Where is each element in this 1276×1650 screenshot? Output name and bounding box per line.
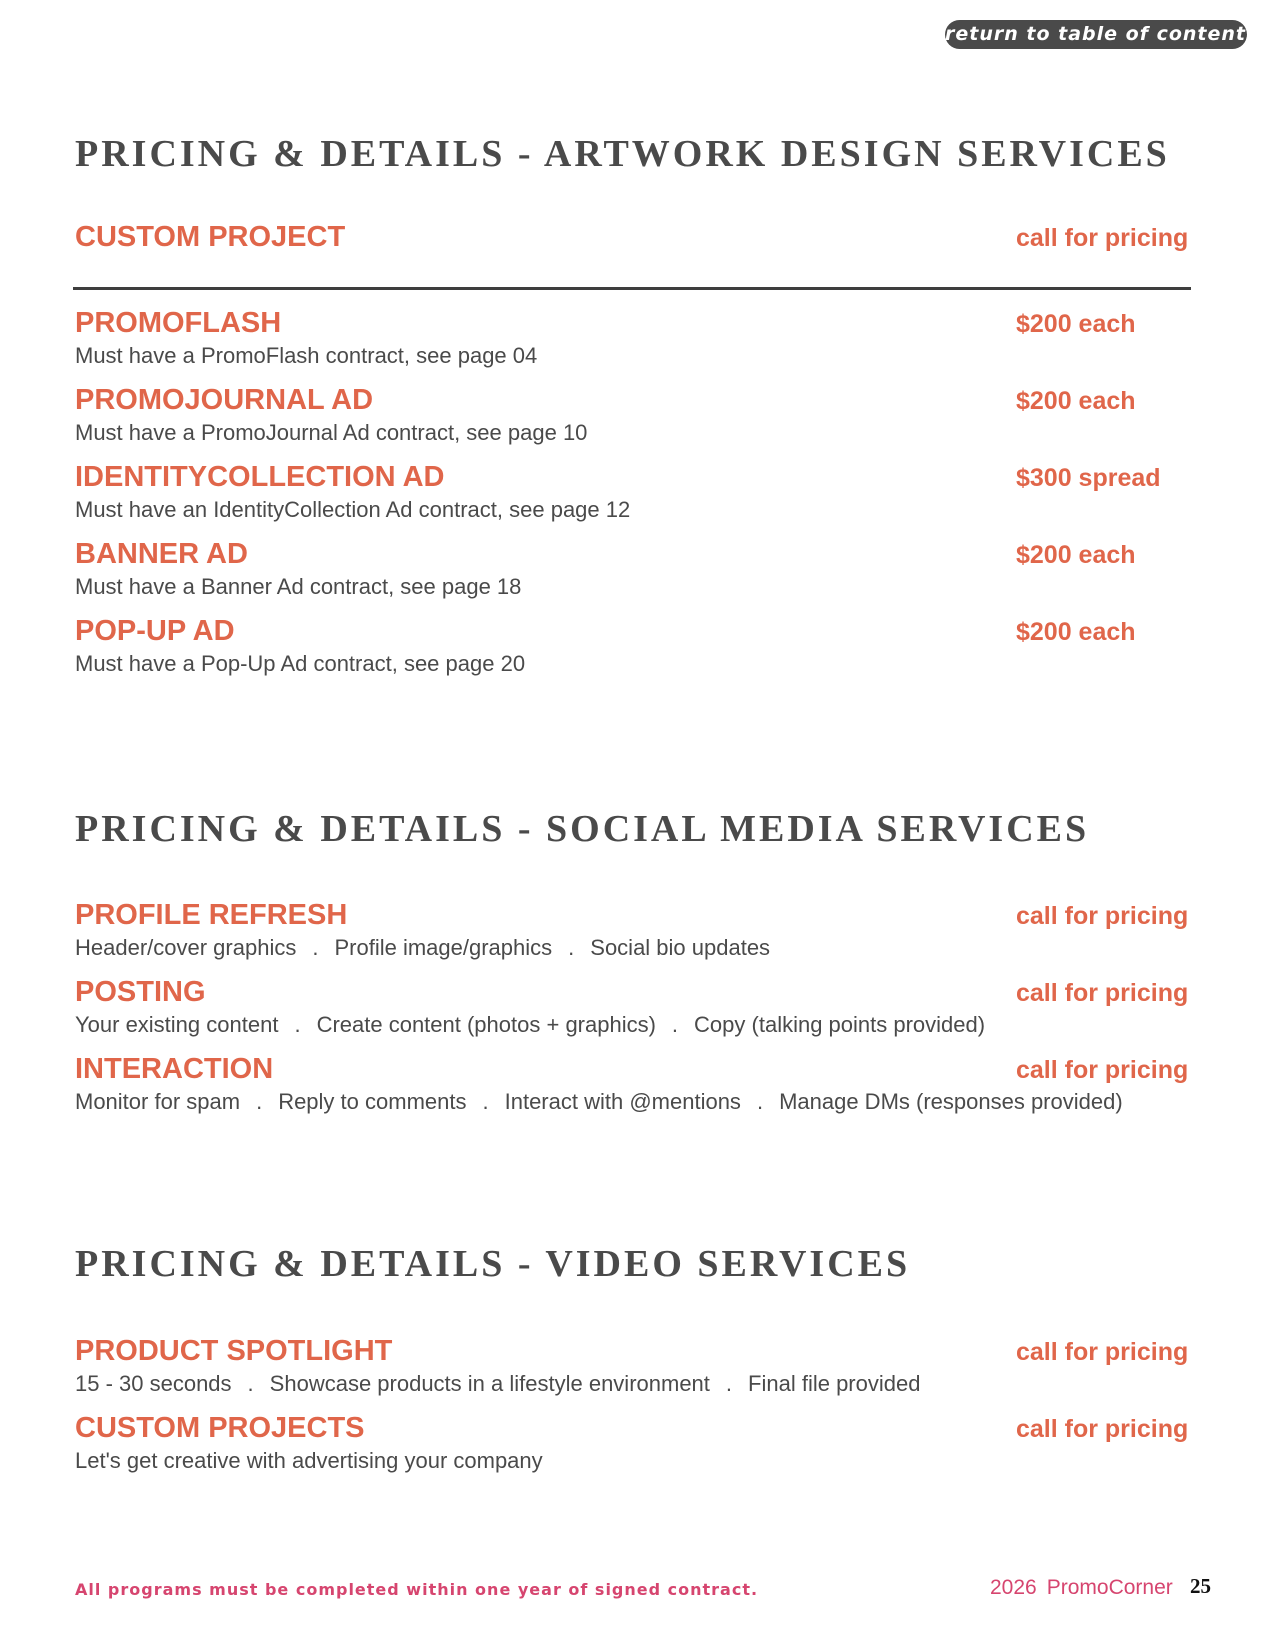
feature-item: Copy (talking points provided) <box>694 1012 986 1037</box>
feature-separator: . <box>568 935 575 960</box>
service-features <box>75 1012 985 1038</box>
feature-item: Manage DMs (responses provided) <box>779 1089 1123 1114</box>
service-features <box>75 935 770 961</box>
feature-separator: . <box>482 1089 489 1114</box>
service-price: call for pricing <box>1016 1415 1189 1443</box>
service-description: Let's get creative with advertising your company <box>75 1448 543 1473</box>
service-name: POSTING <box>75 976 206 1008</box>
service-description: Must have a PromoFlash contract, see page 04 <box>75 343 538 368</box>
section-title-artwork-design: PRICING & DETAILS - ARTWORK DESIGN SERVICES <box>75 133 1170 175</box>
footer-note: All programs must be completed within one year of signed contract. <box>75 1580 759 1599</box>
service-name: IDENTITYCOLLECTION AD <box>75 461 445 493</box>
service-features <box>75 1371 920 1397</box>
service-price: $200 each <box>1016 618 1136 646</box>
service-name: PRODUCT SPOTLIGHT <box>75 1335 393 1367</box>
feature-item: Your existing content <box>75 1012 279 1037</box>
service-price: $200 each <box>1016 541 1136 569</box>
service-name: CUSTOM PROJECT <box>75 221 346 253</box>
page-number: 25 <box>1190 1574 1211 1598</box>
feature-item: Header/cover graphics <box>75 935 297 960</box>
feature-item: 15 - 30 seconds <box>75 1371 232 1396</box>
service-price: $200 each <box>1016 387 1136 415</box>
service-description: Must have an IdentityCollection Ad contract, see page 12 <box>75 497 631 522</box>
service-price: call for pricing <box>1016 902 1189 930</box>
service-price: call for pricing <box>1016 979 1189 1007</box>
footer-brand <box>990 1576 1173 1600</box>
section-title-video: PRICING & DETAILS - VIDEO SERVICES <box>75 1243 911 1285</box>
feature-separator: . <box>725 1371 733 1396</box>
feature-item: Profile image/graphics <box>334 935 553 960</box>
feature-separator: . <box>671 1012 679 1037</box>
section-divider <box>73 287 1191 290</box>
service-name: PROMOFLASH <box>75 307 282 339</box>
feature-separator: . <box>256 1089 263 1114</box>
service-price: $300 spread <box>1016 464 1161 492</box>
feature-item: Social bio updates <box>590 935 771 960</box>
footer-year: 2026 <box>990 1576 1037 1599</box>
feature-item: Final file provided <box>748 1371 921 1396</box>
service-price: call for pricing <box>1016 224 1189 252</box>
service-description: Must have a Pop-Up Ad contract, see page 20 <box>75 651 526 676</box>
return-to-toc-link[interactable]: return to table of contents <box>945 20 1247 49</box>
feature-item: Interact with @mentions <box>504 1089 741 1114</box>
feature-separator: . <box>756 1089 764 1114</box>
section-title-social-media: PRICING & DETAILS - SOCIAL MEDIA SERVICES <box>75 808 1090 850</box>
footer-brand-name: PromoCorner <box>1046 1576 1173 1599</box>
service-price: $200 each <box>1016 310 1136 338</box>
service-description: Must have a Banner Ad contract, see page 18 <box>75 574 522 599</box>
service-price: call for pricing <box>1016 1056 1189 1084</box>
service-name: POP-UP AD <box>75 615 235 647</box>
service-name: PROMOJOURNAL AD <box>75 384 374 416</box>
feature-separator: . <box>247 1371 254 1396</box>
feature-item: Monitor for spam <box>75 1089 241 1114</box>
service-features <box>75 1089 1123 1115</box>
feature-item: Reply to comments <box>278 1089 467 1114</box>
feature-item: Create content (photos + graphics) <box>316 1012 656 1037</box>
feature-separator: . <box>294 1012 301 1037</box>
service-name: PROFILE REFRESH <box>75 899 348 931</box>
feature-separator: . <box>312 935 319 960</box>
service-name: BANNER AD <box>75 538 248 570</box>
feature-item: Showcase products in a lifestyle environment <box>269 1371 710 1396</box>
service-description: Must have a PromoJournal Ad contract, see page 10 <box>75 420 588 445</box>
service-price: call for pricing <box>1016 1338 1189 1366</box>
service-name: INTERACTION <box>75 1053 274 1085</box>
service-name: CUSTOM PROJECTS <box>75 1412 365 1444</box>
